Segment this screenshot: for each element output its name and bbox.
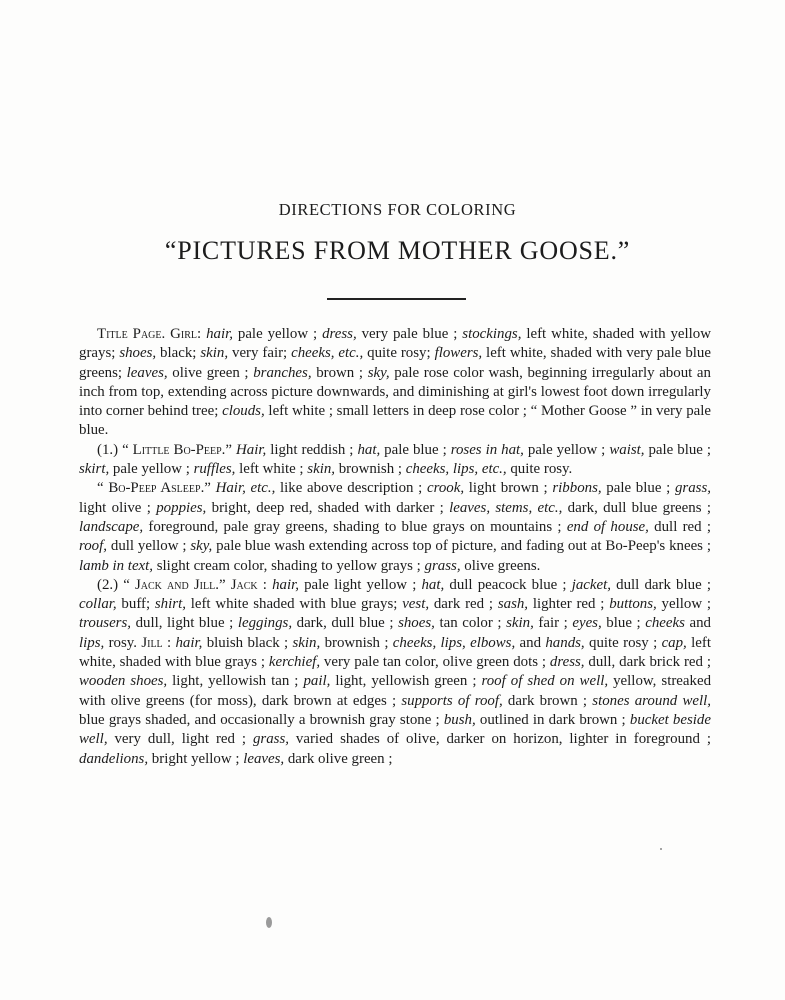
text-run: brown ; [311,364,368,381]
text-run: very pale tan color, olive green dots ; [320,654,550,671]
paragraph-jack-and-jill [79,576,711,769]
italic-term: stockings, [462,326,522,342]
paragraph-bo-peep-asleep [79,479,711,575]
italic-term: cheeks [645,615,685,632]
italic-term: Hair, [236,441,267,458]
italic-term: kerchief, [268,654,321,671]
italic-term: cap, [661,634,687,651]
italic-term: wooden shoes, [79,673,168,690]
italic-term: grass, [674,480,711,497]
text-run: dull red ; [648,518,712,535]
text-run: dark brown ; [502,692,593,709]
italic-term: hat, [421,576,445,593]
text-run: olive green ; [167,364,254,381]
italic-term: branches, [253,364,312,381]
text-run: left white ; small letters in deep rose color ; “ Mother Goose ” in very pale blue. [79,403,711,439]
italic-term: dandelions, [79,750,149,767]
text-run: pale yellow ; [232,326,323,342]
italic-term: leggings, [237,615,293,632]
small-caps-heading: Girl [170,326,198,342]
text-run: outlined in dark brown ; [475,711,630,728]
text-run: quite rosy. [506,461,573,478]
italic-term: jacket, [571,576,611,593]
italic-term: skirt, [79,461,110,478]
italic-term: end of house, [566,518,649,535]
italic-term: cheeks, lips, etc., [405,461,507,478]
text-run: quite rosy ; [584,634,662,651]
text-run: brownish ; [320,634,393,651]
italic-term: cheeks, etc., [291,345,364,362]
text-run: yellow ; [656,596,711,613]
small-caps-heading: Jack and Jill. [135,576,219,593]
italic-term: sky, [190,538,213,555]
italic-term: grass, [252,731,289,748]
italic-term: skin, [292,634,321,651]
italic-term: cheeks, lips, elbows, [392,634,516,651]
text-run: lighter red ; [528,596,610,613]
italic-term: hair, [175,634,203,651]
italic-term: shoes, [119,345,157,362]
italic-term: lamb in text, [79,557,154,574]
text-run: light, yellowish green ; [330,673,482,690]
text-run: bright yellow ; [148,750,244,767]
text-run: slight cream color, shading to yellow grays ; [153,557,425,574]
italic-term: landscape, [79,518,144,535]
small-caps-heading: Jill [141,634,163,651]
italic-term: poppies, [156,499,207,516]
text-run: and [684,615,711,632]
italic-term: collar, [79,596,117,613]
italic-term: roof, [79,538,107,555]
text-run: light, yellowish tan ; [167,673,304,690]
italic-term: dress, [549,654,585,671]
text-run: dull peacock blue ; [444,576,572,593]
text-run: light brown ; [464,480,553,497]
text-run: yellow, streaked with olive greens (for moss), dark brown at edges ; [79,673,712,709]
text-run: olive greens. [460,557,541,574]
text-run: left white, shaded with yellow grays; [79,326,711,362]
italic-term: skin, [506,615,534,632]
text-run: foreground, pale gray greens, shading to blue grays on mountains ; [143,518,567,535]
text-run: dull yellow ; [107,538,191,555]
italic-term: roof of shed on well, [481,673,609,690]
small-caps-heading: Title Page. [97,326,166,342]
text-run: : [162,634,176,651]
paragraph-little-bo-peep [79,441,711,480]
text-run: buff; [116,596,155,613]
text-run: pale blue ; [644,441,712,458]
italic-term: trousers, [79,615,131,632]
text-run: rosy. [104,634,142,651]
text-run: pale light yellow ; [298,576,422,593]
text-run: left white shaded with blue grays; [185,596,403,613]
italic-term: hat, [357,441,381,458]
italic-term: supports of roof, [401,692,503,709]
italic-term: shirt, [154,596,186,613]
text-run: ” [218,576,231,593]
italic-term: flowers, [434,345,483,362]
italic-term: grass, [424,557,461,574]
small-caps-heading: Jack [230,576,258,593]
text-run: quite rosy; [363,345,435,362]
text-run: like above description ; [275,480,427,497]
italic-term: leaves, [126,364,168,381]
text-run: left white ; [235,461,308,478]
italic-term: waist, [609,441,645,458]
text-run: tan color ; [434,615,507,632]
text-run: “ [97,480,109,497]
italic-term: sky, [367,364,390,381]
text-run: and [515,634,546,651]
ink-speck [266,917,272,928]
italic-term: sash, [497,596,529,613]
text-run: pale yellow ; [523,441,610,458]
text-run: dark, dull blue ; [292,615,399,632]
text-run: light olive ; [79,499,157,516]
italic-term: Hair, etc., [215,480,276,497]
text-run: left white, shaded with blue grays ; [79,634,711,671]
text-run: ” [225,441,237,458]
text-run: very pale blue ; [356,326,463,342]
italic-term: buttons, [609,596,657,613]
italic-term: skin, [200,345,229,362]
italic-term: vest, [402,596,430,613]
text-run: fair ; [533,615,573,632]
text-run: blue grays shaded, and occasionally a brownish gray stone ; [79,711,444,728]
text-run: very fair; [228,345,292,362]
text-run: very dull, light red ; [107,731,253,748]
italic-term: lips, [79,634,105,651]
italic-term: eyes, [572,615,602,632]
text-run: varied shades of olive, darker on horizon, lighter in foreground ; [288,731,711,748]
text-run: dark, dull blue greens ; [562,499,711,516]
text-run: pale rose color wash, beginning irregularly about an inch from top, extending across picture downwards, and diminishing at girl's lowest foot down irregularly into corner behind tree; [79,364,711,420]
text-run: dull, light blue ; [131,615,238,632]
text-run: (2.) “ [97,576,135,593]
text-run: pale yellow ; [109,461,194,478]
text-run: ” [204,480,216,497]
italic-term: roses in hat, [450,441,524,458]
text-run: pale blue ; [601,480,675,497]
italic-term: hands, [545,634,585,651]
italic-term: stones around well, [592,692,711,709]
text-run: bluish black ; [202,634,293,651]
italic-term: bucket beside well, [79,711,711,748]
italic-term: ribbons, [552,480,602,497]
text-run: bright, deep red, shaded with darker ; [206,499,450,516]
text-run: brownish ; [335,461,406,478]
italic-term: hair, [206,326,233,342]
italic-term: leaves, stems, etc., [449,499,563,516]
text-run: black; [156,345,201,362]
text-run: light reddish ; [266,441,358,458]
text-run: pale blue ; [380,441,451,458]
text-run: : [257,576,273,593]
document-heading: DIRECTIONS FOR COLORING [278,200,517,219]
text-run: dull, dark brick red ; [584,654,711,671]
italic-term: clouds, [222,403,265,420]
italic-term: hair, [272,576,299,593]
text-run: : [197,326,207,342]
text-run: left white, shaded with very pale blue greens; [79,345,711,381]
ink-dot [660,848,662,850]
text-run: dark red ; [429,596,498,613]
italic-term: bush, [443,711,476,728]
small-caps-heading: Little Bo-Peep. [132,441,226,458]
text-run: dark olive green ; [284,750,393,767]
text-run: (1.) “ [97,441,133,458]
text-run: pale blue wash extending across top of picture, and fading out at Bo-Peep's knees ; [212,538,711,555]
italic-term: leaves, [243,750,285,767]
italic-term: pail, [303,673,331,690]
document-title: “PICTURES FROM MOTHER GOOSE.” [164,236,631,265]
italic-term: ruffles, [193,461,236,478]
text-run: blue ; [601,615,646,632]
title-rule [327,298,466,300]
small-caps-heading: Bo-Peep Asleep. [108,480,205,497]
italic-term: crook, [427,480,465,497]
italic-term: skin, [307,461,336,478]
paragraph-title-page [79,325,711,441]
text-run: dull dark blue ; [610,576,711,593]
document-body [79,325,711,769]
italic-term: shoes, [398,615,435,632]
italic-term: dress, [322,326,357,342]
